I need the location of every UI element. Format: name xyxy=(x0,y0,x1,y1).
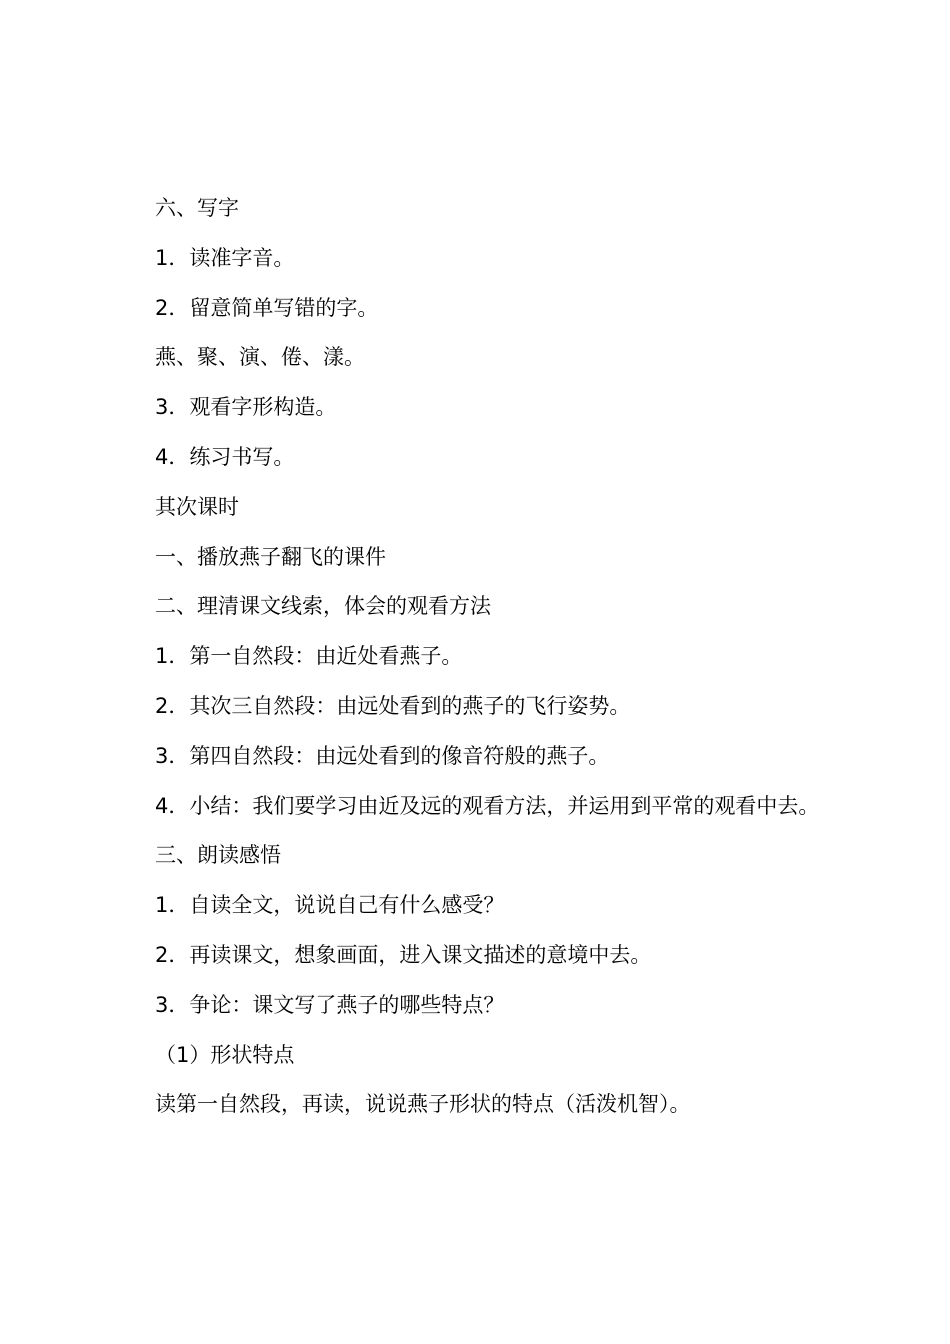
list-item: 2．再读课文，想象画面，进入课文描述的意境中去。 xyxy=(155,942,652,967)
list-item: 4．练习书写。 xyxy=(155,444,295,469)
body-paragraph: 读第一自然段，再读，说说燕子形状的特点（活泼机智）。 xyxy=(155,1092,691,1117)
list-item: 2．留意简单写错的字。 xyxy=(155,295,379,320)
list-item: 3．争论：课文写了燕子的哪些特点？ xyxy=(155,992,505,1017)
list-item: 3．观看字形构造。 xyxy=(155,395,337,420)
section-heading: 三、朗读感悟 xyxy=(155,843,281,868)
lesson-heading: 其次课时 xyxy=(155,494,239,519)
document-body xyxy=(126,184,832,1130)
list-item: 1．第一自然段：由近处看燕子。 xyxy=(155,644,463,669)
list-item: 1．自读全文，说说自己有什么感受？ xyxy=(155,893,505,918)
section-heading: 一、播放燕子翻飞的课件 xyxy=(155,544,386,569)
character-list: 燕、聚、演、倦、漾。 xyxy=(155,345,365,370)
list-item: 1．读准字音。 xyxy=(155,245,295,270)
list-item: 2．其次三自然段：由远处看到的燕子的飞行姿势。 xyxy=(155,693,631,718)
sub-heading: （1）形状特点 xyxy=(155,1042,295,1067)
list-item-summary: 4．小结：我们要学习由近及远的观看方法，并运用到平常的观看中去。 xyxy=(155,793,820,818)
section-heading: 二、理清课文线索，体会的观看方法 xyxy=(155,594,491,619)
heading-writing: 六、写字 xyxy=(155,196,239,220)
list-item: 3．第四自然段：由远处看到的像音符般的燕子。 xyxy=(155,743,610,768)
